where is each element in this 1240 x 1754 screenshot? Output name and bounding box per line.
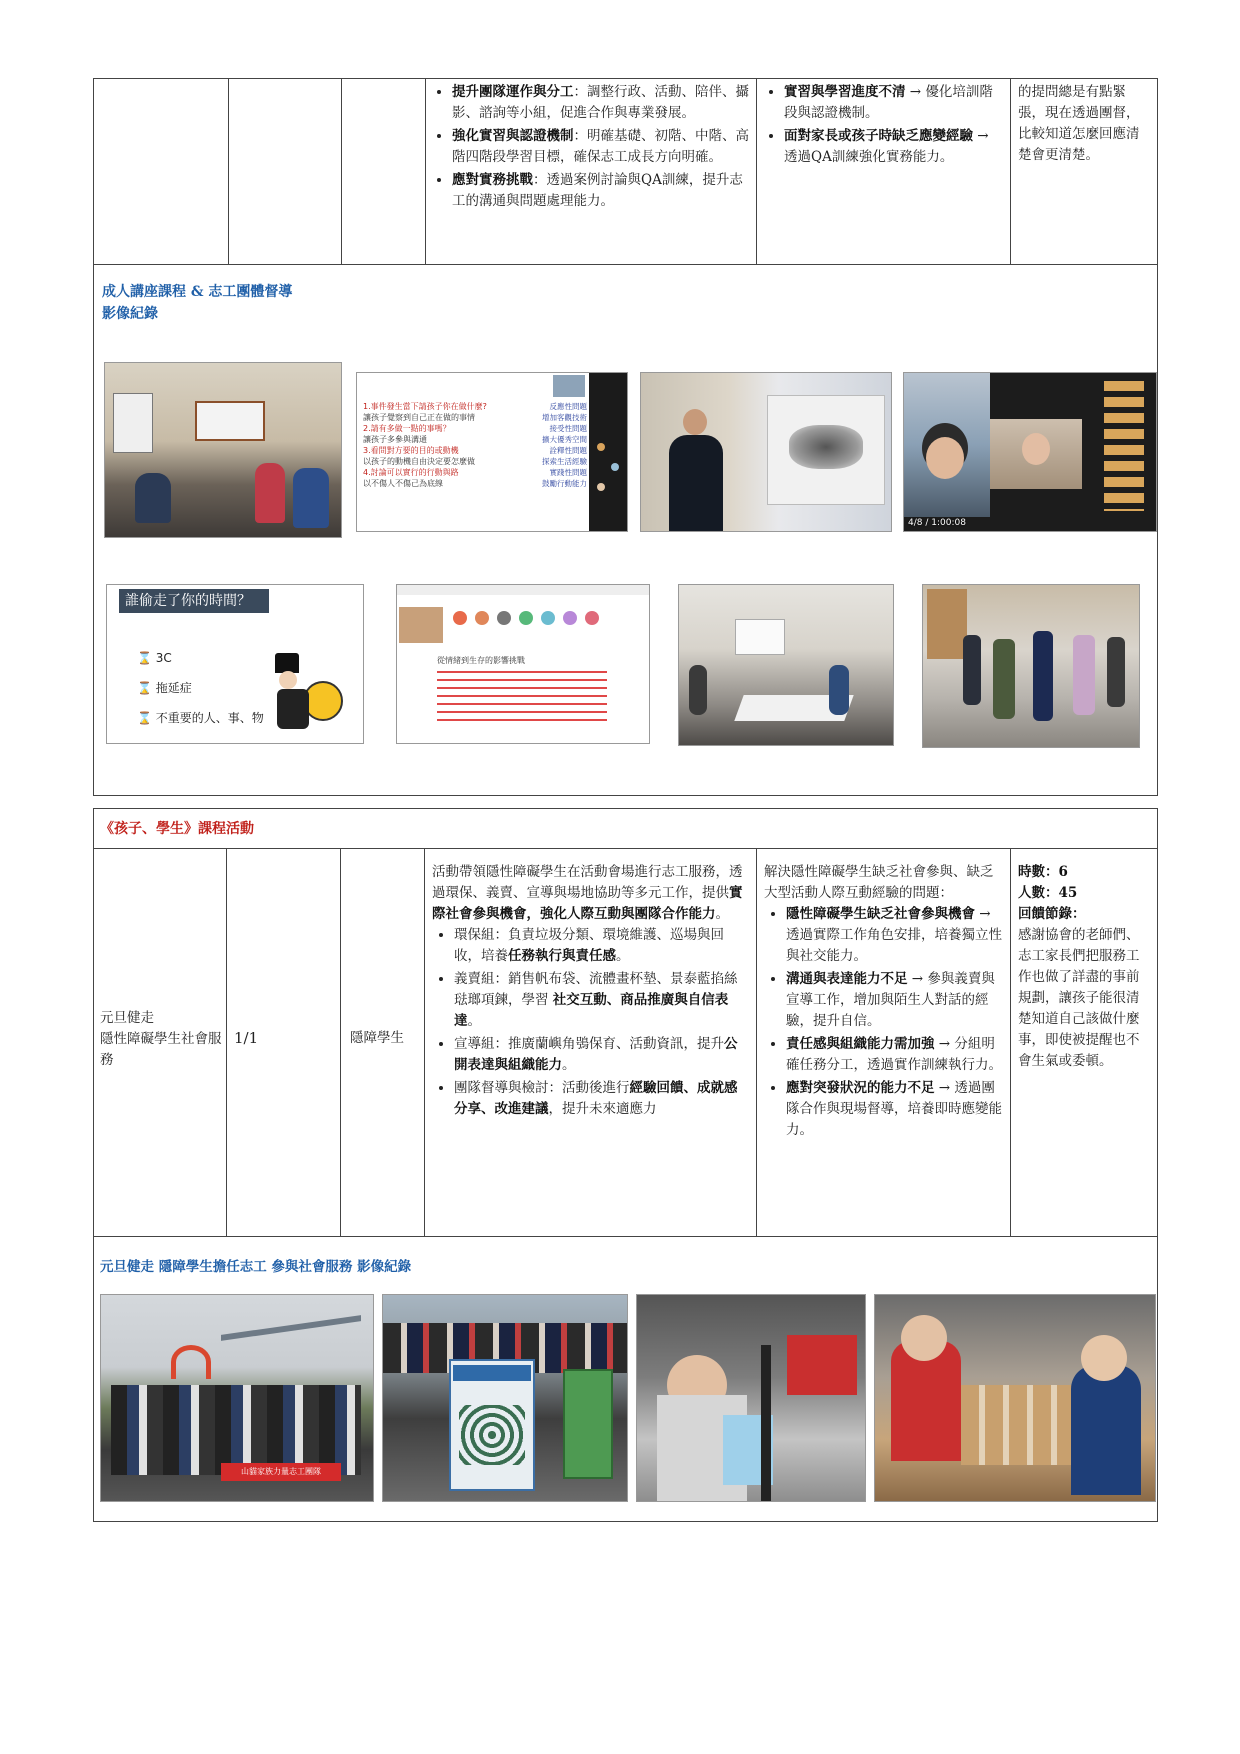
problem-solving: 解決隱性障礙學生缺乏社會參與、缺乏大型活動人際互動經驗的問題： • 隱性障礙學生缺乏社會參與機會 → 透過實際工作角色安排，培養獨立性與社交能力。 • 溝通與表達能力不足 → 參與義賣與宣導工作，增加與陌生人對話的經驗，提升自信。 • 責任感與組織能力需加強 → 分組明確任務分工，透過實作訓練執行力。 • 應對突發狀況的能力不足 → 透過團隊合作與現場督導，培養即時應變能力。 [764, 862, 1006, 1143]
recycling-photo [636, 1294, 866, 1502]
student-section-header: 《孩子、學生》課程活動 [100, 821, 254, 837]
hours-stat: 時數：6 [1018, 864, 1068, 880]
online-meeting-photo: 4/8 / 1:00:08 [903, 372, 1157, 532]
speaker-photo [640, 372, 892, 532]
problem-list [762, 82, 1006, 170]
activity-target: 隱障學生 [350, 1030, 404, 1046]
activity-date: 1/1 [234, 1029, 259, 1047]
problem-item: • 面對家長或孩子時缺乏應變經驗 → 透過QA訓練強化實務能力。 [784, 126, 1006, 168]
feedback-quote: 感謝協會的老師們、志工家長們把服務工作也做了詳盡的事前規劃，讓孩子能很清楚知道自己該做什麼事，即使被提醒也不會生氣或委頓。 [1018, 927, 1140, 1069]
slide-questions-photo: 1.事件發生當下請孩子你在做什麼? 讓孩子覺察到自己正在做的事情 2.請有多做一點的事嗎？ 讓孩子多參與溝通 3.看問對方要的目的或動機 以孩子的動機自由決定要怎麼做 4.討論可以實行的行動與路 以不傷人不傷己為底線 反應性問題 增加客觀技術 接受性問題 擴大優秀空間 詮釋性問題 探索生活經驗 實踐性問題 鼓勵行動能力 [356, 372, 628, 532]
stats-feedback [1018, 862, 1152, 1072]
improvement-list [430, 82, 750, 214]
problem-item: • 責任感與組織能力需加強 → 分組明確任務分工，透過實作訓練執行力。 [786, 1034, 1006, 1076]
meeting-room-photo [678, 584, 894, 746]
content-item: • 團隊督導與檢討：活動後進行經驗回饋、成就感分享、改進建議，提升未來適應力 [454, 1078, 750, 1120]
activity-content: 活動帶領隱性障礙學生在活動會場進行志工服務，透過環保、義賣、宣導與場地協助等多元工作，提供實際社會參與機會，強化人際互動與團隊合作能力。 • 環保組：負責垃圾分類、環境維護、巡場與回收，培養任務執行與責任感。 • 義賣組：銷售帆布袋、流體畫杯墊、景泰藍掐絲琺瑯項鍊，學習 社交互動、商品推廣與自信表達。 • 宣導組：推廣蘭嶼角鴞保育、活動資訊，提升公開表達與組織能力。 • 團隊督導與檢討：活動後進行經驗回饋、成就感分享、改進建議，提升未來適應力 [432, 862, 750, 1122]
sale-booth-photo [874, 1294, 1156, 1502]
slide-online-platform-photo: 從情緒到生存的影響挑戰 [396, 584, 650, 744]
adult-section-title: 成人講座課程 & 志工團體督導 影像紀錄 [102, 284, 293, 322]
group-activity-photo [922, 584, 1140, 748]
group-photo: 山貓家族力量志工團隊 [100, 1294, 374, 1502]
problem-item: • 隱性障礙學生缺乏社會參與機會 → 透過實際工作角色安排，培養獨立性與社交能力。 [786, 904, 1006, 967]
booth-poster-photo [382, 1294, 628, 1502]
problem-item: • 溝通與表達能力不足 → 參與義賣與宣導工作，增加與陌生人對話的經驗，提升自信。 [786, 969, 1006, 1032]
content-item: • 環保組：負責垃圾分類、環境維護、巡場與回收，培養任務執行與責任感。 [454, 925, 750, 967]
problem-item: • 應對突發狀況的能力不足 → 透過團隊合作與現場督導，培養即時應變能力。 [786, 1078, 1006, 1141]
content-item: • 宣導組：推廣蘭嶼角鴞保育、活動資訊，提升公開表達與組織能力。 [454, 1034, 750, 1076]
activity-name: 元旦健走 隱性障礙學生社會服務 [100, 1010, 222, 1068]
content-item: • 義賣組：銷售帆布袋、流體畫杯墊、景泰藍掐絲琺瑯項鍊，學習 社交互動、商品推廣與自信表達。 [454, 969, 750, 1032]
feedback-label: 回饋節錄： [1018, 906, 1086, 922]
slide-time-thief-photo: 誰偷走了你的時間？ ⌛ 3C ⌛ 拖延症 ⌛ 不重要的人、事、物 [106, 584, 364, 744]
improvement-item: • 應對實務挑戰：透過案例討論與QA訓練，提升志工的溝通與問題處理能力。 [452, 170, 750, 212]
improvement-item: • 提升團隊運作與分工：調整行政、活動、陪伴、攝影、諮詢等小組，促進合作與專業發展。 [452, 82, 750, 124]
improvement-item: • 強化實習與認證機制：明確基礎、初階、中階、高階四階段學習目標，確保志工成長方向明確。 [452, 126, 750, 168]
problem-item: • 實習與學習進度不清 → 優化培訓階段與認證機制。 [784, 82, 1006, 124]
people-stat: 人數：45 [1018, 885, 1078, 901]
classroom-photo [104, 362, 342, 538]
student-photo-title: 元旦健走 隱障學生擔任志工 參與社會服務 影像紀錄 [100, 1259, 412, 1275]
feedback-text: 的提問總是有點緊張，現在透過團督，比較知道怎麼回應清楚會更清楚。 [1018, 84, 1140, 163]
